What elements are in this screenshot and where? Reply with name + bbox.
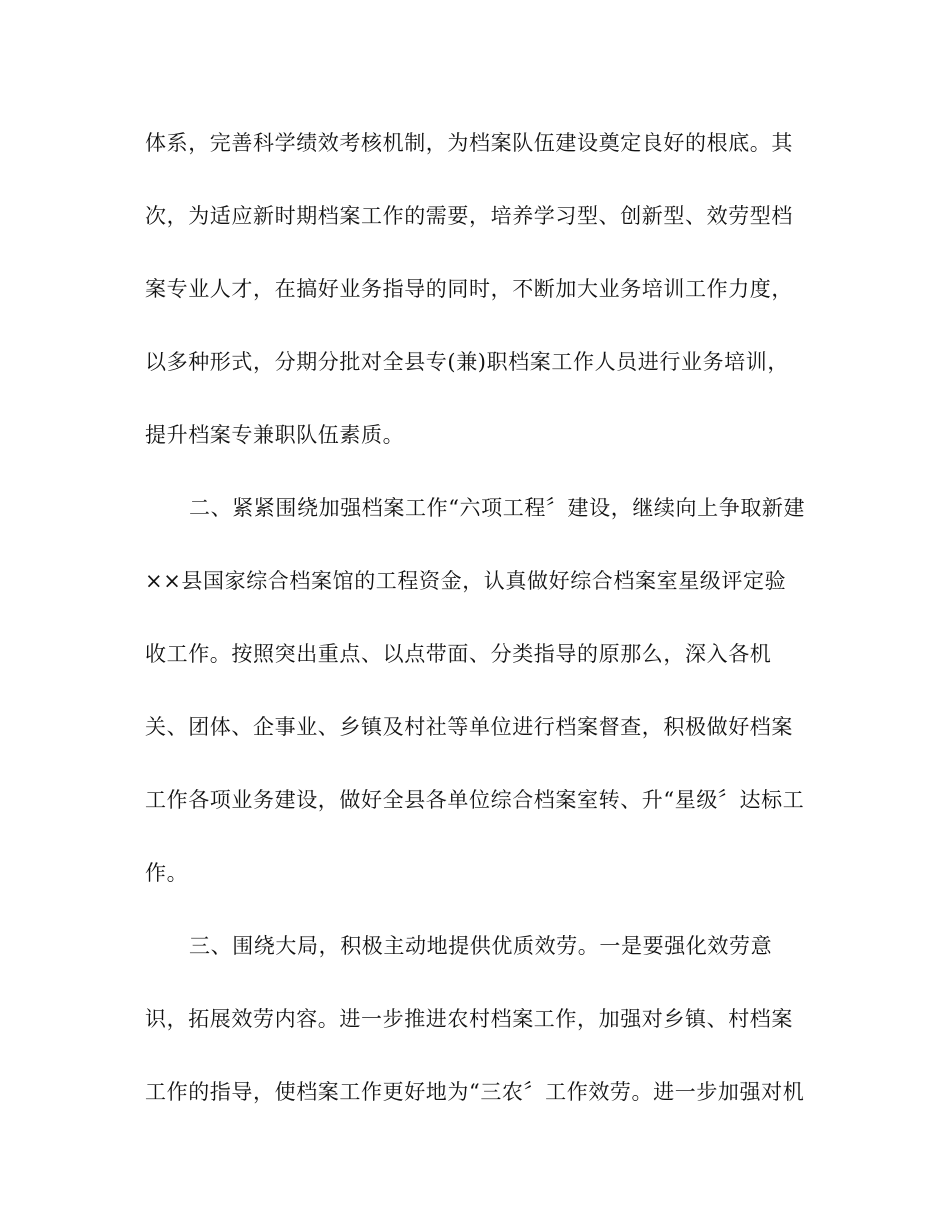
paragraph-line: 关、团体、企事业、乡镇及村社等单位进行档案督查，积极做好档案 — [145, 715, 793, 739]
paragraph-line: 体系，完善科学绩效考核机制，为档案队伍建设奠定良好的根底。其 — [145, 131, 793, 155]
paragraph-line: 工作的指导，使档案工作更好地为“三农〞工作效劳。进一步加强对机 — [145, 1080, 805, 1104]
paragraph-line: 次，为适应新时期档案工作的需要，培养学习型、创新型、效劳型档 — [145, 204, 793, 228]
paragraph-line: ××县国家综合档案馆的工程资金，认真做好综合档案室星级评定验 — [145, 569, 787, 593]
paragraph-line: 识，拓展效劳内容。进一步推进农村档案工作，加强对乡镇、村档案 — [145, 1007, 793, 1031]
paragraph-line: 案专业人才，在搞好业务指导的同时，不断加大业务培训工作力度， — [145, 277, 793, 301]
paragraph-line: 提升档案专兼职队伍素质。 — [145, 423, 405, 447]
paragraph-line: 三、围绕大局，积极主动地提供优质效劳。一是要强化效劳意 — [189, 934, 773, 958]
paragraph-line: 工作各项业务建设，做好全县各单位综合档案室转、升“星级〞达标工 — [145, 788, 805, 812]
paragraph-line: 以多种形式，分期分批对全县专(兼)职档案工作人员进行业务培训， — [145, 350, 789, 374]
paragraph-line: 二、紧紧围绕加强档案工作“六项工程〞建设，继续向上争取新建 — [189, 496, 806, 520]
paragraph-line: 收工作。按照突出重点、以点带面、分类指导的原那么，深入各机 — [145, 642, 772, 666]
paragraph-line: 作。 — [145, 861, 189, 885]
